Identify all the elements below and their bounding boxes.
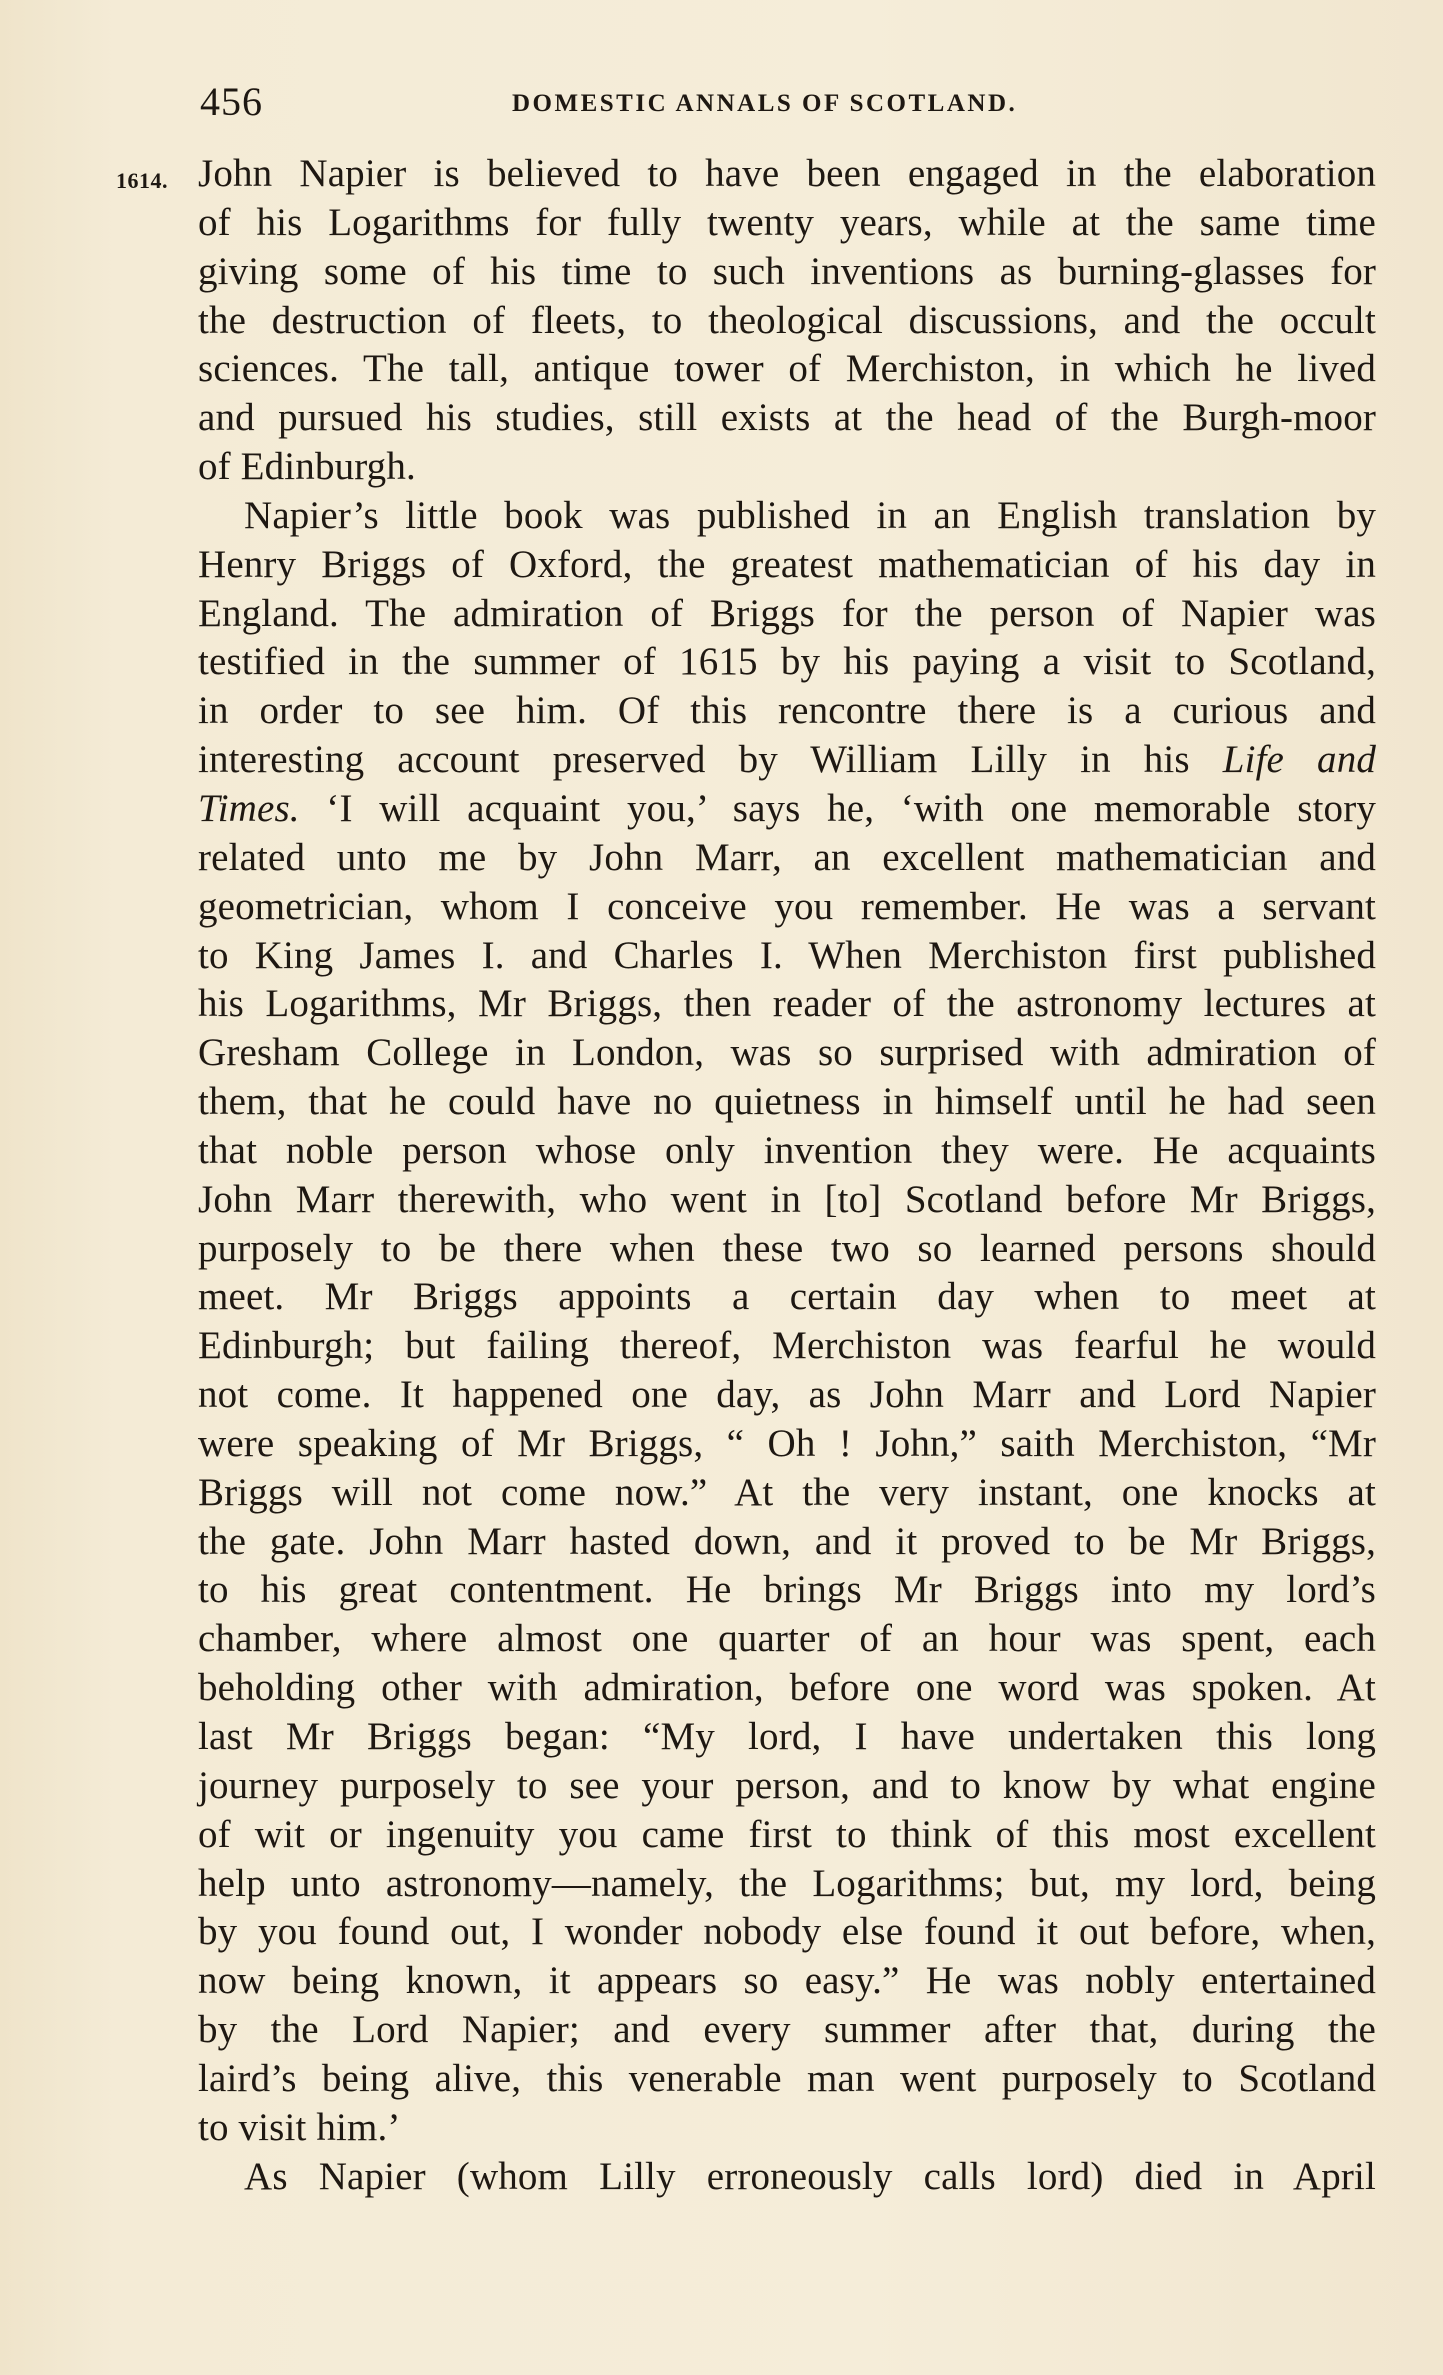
line-text: John Napier is believed to have been engaged in the elaboration: [198, 152, 1376, 195]
line-text: sciences. The tall, antique tower of Merchiston, in which he lived: [198, 347, 1376, 391]
text-line: [198, 932, 1376, 981]
line-text: of his Logarithms for fully twenty years, while at the same time: [198, 200, 1376, 244]
text-line: [198, 2104, 1376, 2153]
italic-text: Times.: [198, 786, 300, 830]
line-text: to his great contentment. He brings Mr Briggs into my lord’s: [198, 1568, 1376, 1612]
text-line: [198, 590, 1376, 639]
line-text: ‘I will acquaint you,’ says he, ‘with one memorable story: [299, 786, 1376, 830]
text-line: [198, 980, 1376, 1029]
text-line: [198, 492, 1376, 541]
line-text: to visit him.’: [198, 2105, 401, 2149]
text-line: [198, 687, 1376, 736]
text-line: [198, 785, 1376, 834]
text-line: [198, 1566, 1376, 1615]
text-line: [198, 736, 1376, 785]
line-text: meet. Mr Briggs appoints a certain day when to meet at: [198, 1275, 1376, 1319]
line-text: testified in the summer of 1615 by his paying a visit to Scotland,: [198, 640, 1376, 684]
line-text: purposely to be there when these two so learned persons should: [198, 1226, 1376, 1270]
line-text: to King James I. and Charles I. When Merchiston first published: [198, 933, 1376, 977]
text-line: [198, 1225, 1376, 1274]
line-text: not come. It happened one day, as John Marr and Lord Napier: [198, 1373, 1376, 1417]
line-text: interesting account preserved by William Lilly in his: [198, 738, 1223, 782]
italic-text: Life and: [1222, 738, 1376, 782]
line-text: his Logarithms, Mr Briggs, then reader of the astronomy lectures at: [198, 982, 1376, 1026]
line-text: chamber, where almost one quarter of an hour was spent, each: [198, 1617, 1376, 1661]
text-line: [198, 1273, 1376, 1322]
text-line: [198, 394, 1376, 443]
running-head: DOMESTIC ANNALS OF SCOTLAND.: [512, 90, 1018, 117]
text-line: [198, 1908, 1376, 1957]
line-text: As Napier (whom Lilly erroneously calls lord) died in April: [244, 2154, 1376, 2198]
text-line: [198, 1469, 1376, 1518]
line-text: laird’s being alive, this venerable man went purposely to Scotland: [198, 2056, 1376, 2100]
line-text: John Marr therewith, who went in [to] Scotland before Mr Briggs,: [198, 1177, 1376, 1221]
line-text: help unto astronomy—namely, the Logarithms; but, my lord, being: [198, 1861, 1376, 1905]
line-text: giving some of his time to such inventions as burning-glasses for: [198, 249, 1376, 293]
line-text: Henry Briggs of Oxford, the greatest mathematician of his day in: [198, 542, 1376, 586]
line-text: last Mr Briggs began: “My lord, I have undertaken this long: [198, 1715, 1376, 1758]
text-line: [198, 638, 1376, 687]
line-text: that noble person whose only invention they were. He acquaints: [198, 1128, 1376, 1172]
line-text: of Edinburgh.: [198, 445, 416, 489]
text-line: [198, 1518, 1376, 1567]
line-text: and pursued his studies, still exists at the head of the Burgh-moor: [198, 396, 1376, 440]
line-text: the gate. John Marr hasted down, and it proved to be Mr Briggs,: [198, 1519, 1376, 1563]
text-line: [198, 1615, 1376, 1664]
text-line: [198, 443, 1376, 492]
line-text: in order to see him. Of this rencontre there is a curious and: [198, 689, 1376, 733]
text-line: [198, 2153, 1376, 2202]
text-line: [198, 1420, 1376, 1469]
line-text: Gresham College in London, was so surprised with admiration of: [198, 1031, 1376, 1075]
text-line: [198, 248, 1376, 297]
text-line: [198, 1371, 1376, 1420]
line-text: Edinburgh; but failing thereof, Merchiston was fearful he would: [198, 1324, 1376, 1368]
line-text: were speaking of Mr Briggs, “ Oh ! John,” saith Merchiston, “Mr: [198, 1421, 1376, 1465]
line-text: related unto me by John Marr, an excellent mathematician and: [198, 835, 1376, 879]
text-line: [198, 1322, 1376, 1371]
text-line: [198, 1664, 1376, 1713]
text-line: [198, 1811, 1376, 1860]
line-text: by the Lord Napier; and every summer after that, during the: [198, 2008, 1376, 2052]
text-line: [198, 1078, 1376, 1127]
text-line: [198, 883, 1376, 932]
text-line: [198, 1762, 1376, 1811]
line-text: of wit or ingenuity you came first to think of this most excellent: [198, 1812, 1376, 1856]
line-text: Napier’s little book was published in an English translation by: [244, 493, 1376, 537]
line-text: beholding other with admiration, before one word was spoken. At: [198, 1666, 1376, 1710]
line-text: them, that he could have no quietness in himself until he had seen: [198, 1080, 1376, 1124]
text-line: [198, 834, 1376, 883]
line-text: England. The admiration of Briggs for the person of Napier was: [198, 591, 1376, 635]
text-line: [198, 541, 1376, 590]
line-text: by you found out, I wonder nobody else found it out before, when,: [198, 1910, 1376, 1954]
line-text: Briggs will not come now.” At the very instant, one knocks at: [198, 1470, 1376, 1514]
text-line: [198, 1860, 1376, 1909]
line-text: journey purposely to see your person, and to know by what engine: [198, 1763, 1376, 1807]
margin-year: 1614.: [116, 168, 168, 193]
text-line: [198, 150, 1376, 199]
text-line: [198, 1713, 1376, 1762]
text-line: [198, 2055, 1376, 2104]
text-line: [198, 199, 1376, 248]
page-number: 456: [200, 79, 263, 124]
text-line: [198, 345, 1376, 394]
text-line: [198, 1127, 1376, 1176]
text-line: [198, 1029, 1376, 1078]
line-text: the destruction of fleets, to theological discussions, and the occult: [198, 298, 1376, 342]
text-line: [198, 2006, 1376, 2055]
line-text: now being known, it appears so easy.” He was nobly entertained: [198, 1959, 1376, 2003]
line-text: geometrician, whom I conceive you remember. He was a servant: [198, 884, 1376, 928]
page-header: [200, 78, 1380, 138]
body-text: [198, 150, 1376, 2201]
text-line: [198, 297, 1376, 346]
text-line: [198, 1176, 1376, 1225]
text-line: [198, 1957, 1376, 2006]
